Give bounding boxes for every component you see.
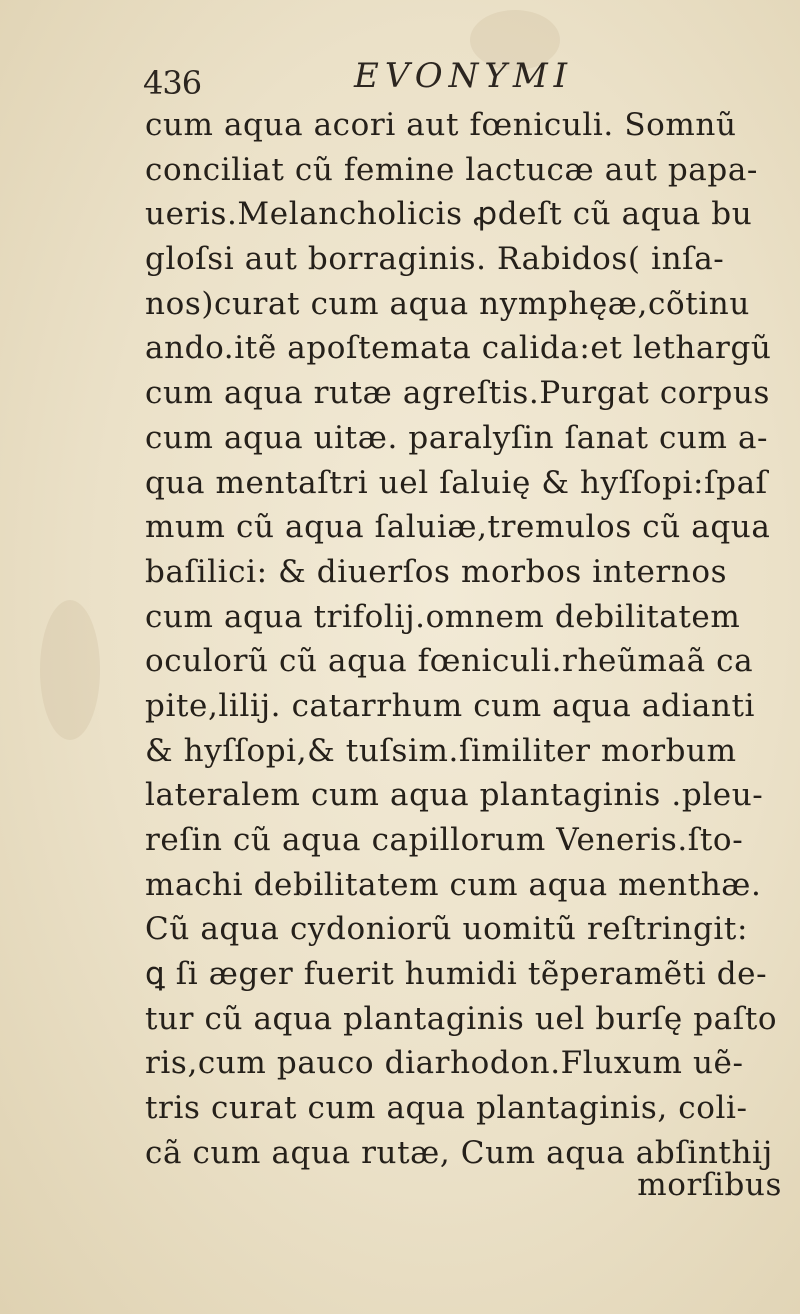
text-line: cum aqua trifolij.omnem debilitatem	[145, 598, 741, 635]
text-line: nos)curat cum aqua nymphęæ,cõtinu	[145, 285, 750, 322]
text-line: cum aqua uitæ. paralyſin ſanat cum a-	[145, 419, 769, 456]
text-line: oculorũ cũ aqua fœniculi.rheũmaã ca	[145, 643, 754, 680]
paper-stain	[40, 600, 100, 740]
text-line: cum aqua rutæ agreſtis.Purgat corpus	[145, 375, 770, 412]
text-line: tur cũ aqua plantaginis uel burſę paſto	[145, 1000, 778, 1037]
text-line: conciliat cũ femine lactucæ aut papa-	[145, 151, 758, 188]
text-line: ando.itẽ apoſtemata calida:et lethargũ	[145, 330, 772, 367]
text-line: pite,lilij. catarrhum cum aqua adianti	[145, 687, 756, 724]
text-line: machi debilitatem cum aqua menthæ.	[145, 866, 762, 903]
text-line: cum aqua acori aut fœniculi. Somnũ	[145, 107, 737, 143]
page-number: 436	[143, 64, 202, 102]
catchword: morſibus	[637, 1167, 782, 1203]
text-line: lateralem cum aqua plantaginis .pleu-	[145, 777, 764, 814]
text-line: & hyſſopi,& tuſsim.ſimiliter morbum	[145, 732, 737, 769]
text-line: ꝗ ſi æger fuerit humidi tẽperamẽti de-	[145, 956, 768, 993]
text-line: qua mentaſtri uel ſaluię & hyſſopi:ſpaſ	[145, 464, 768, 501]
text-line: Cũ aqua cydoniorũ uomitũ reſtringit:	[145, 911, 749, 948]
text-line: cã cum aqua rutæ, Cum aqua abſinthij	[145, 1134, 773, 1171]
text-line: mum cũ aqua ſaluiæ,tremulos cũ aqua	[145, 509, 771, 546]
text-line: ueris.Melancholicis ꝓdeſt cũ aqua bu	[145, 196, 753, 233]
text-line: ris,cum pauco diarhodon.Fluxum uẽ-	[145, 1045, 744, 1082]
text-line: gloſsi aut borraginis. Rabidos( inſa-	[145, 241, 725, 278]
body-text	[145, 103, 785, 1176]
page-header	[0, 50, 800, 110]
text-line: tris curat cum aqua plantaginis, coli-	[145, 1090, 748, 1127]
text-line: reſin cũ aqua capillorum Veneris.ſto-	[145, 822, 744, 858]
running-title: EVONYMI	[354, 56, 574, 96]
text-line: baſilici: & diuerſos morbos internos	[145, 553, 728, 590]
